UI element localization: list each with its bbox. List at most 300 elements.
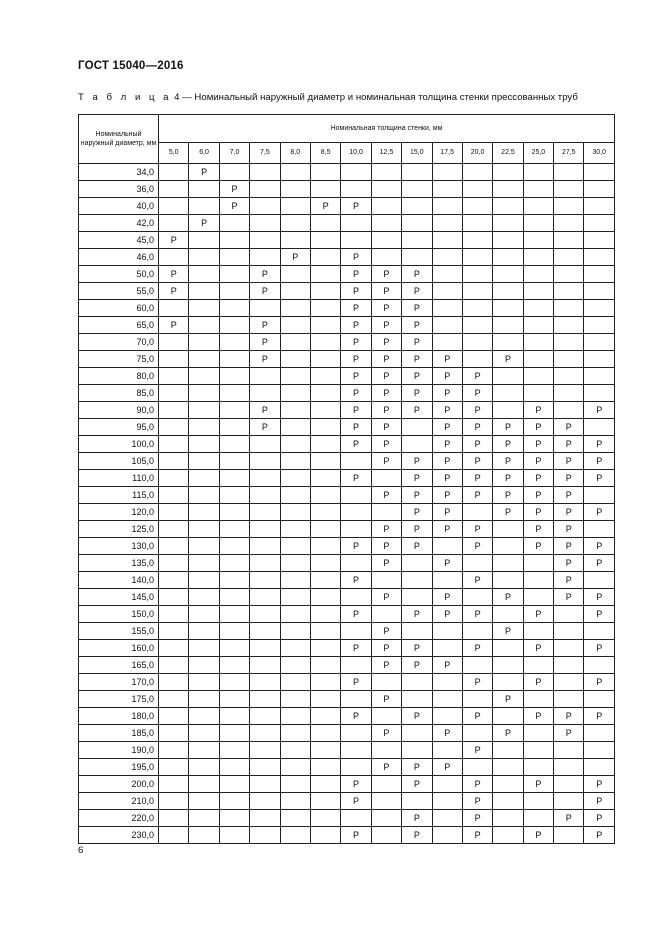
thickness-cell: [189, 402, 219, 419]
thickness-cell: [584, 368, 615, 385]
thickness-cell: [402, 572, 432, 589]
table-row: [79, 691, 615, 708]
thickness-cell: [554, 283, 584, 300]
thickness-cell: [371, 249, 401, 266]
thickness-cell: Р: [554, 504, 584, 521]
thickness-cell: Р: [523, 504, 553, 521]
thickness-cell: Р: [341, 266, 371, 283]
thickness-cell: [159, 419, 189, 436]
diameter-cell: 60,0: [79, 300, 159, 317]
thickness-cell: [341, 725, 371, 742]
thickness-cell: [432, 198, 462, 215]
thickness-cell: [250, 657, 280, 674]
thickness-cell: [189, 572, 219, 589]
thickness-cell: [493, 385, 523, 402]
thickness-cell: Р: [250, 402, 280, 419]
thickness-cell: [584, 657, 615, 674]
thickness-cell: Р: [523, 470, 553, 487]
thickness-cell: [310, 555, 340, 572]
thickness-cell: [219, 640, 249, 657]
thickness-cell: [432, 810, 462, 827]
thickness-cell: Р: [584, 810, 615, 827]
thickness-cell: [371, 181, 401, 198]
diameter-cell: 90,0: [79, 402, 159, 419]
thickness-cell: [432, 249, 462, 266]
thickness-cell: [584, 759, 615, 776]
table-row: [79, 555, 615, 572]
thickness-cell: Р: [159, 266, 189, 283]
table-row: [79, 572, 615, 589]
thickness-cell: [493, 232, 523, 249]
thickness-cell: [159, 181, 189, 198]
thickness-cell: [341, 810, 371, 827]
thickness-cell: [280, 453, 310, 470]
thickness-cell: [523, 691, 553, 708]
thickness-cell: [462, 232, 492, 249]
thickness-cell: Р: [341, 317, 371, 334]
thickness-cell: Р: [402, 538, 432, 555]
thickness-cell: Р: [523, 640, 553, 657]
thickness-cell: [493, 521, 523, 538]
thickness-column-header: 22,5: [493, 142, 523, 163]
thickness-cell: [219, 334, 249, 351]
diameter-cell: 65,0: [79, 317, 159, 334]
thickness-cell: Р: [341, 334, 371, 351]
thickness-cell: Р: [584, 453, 615, 470]
thickness-cell: [189, 589, 219, 606]
thickness-cell: [280, 164, 310, 181]
thickness-cell: [310, 606, 340, 623]
thickness-cell: [462, 181, 492, 198]
thickness-cell: Р: [523, 402, 553, 419]
thickness-cell: Р: [554, 725, 584, 742]
thickness-cell: [310, 317, 340, 334]
thickness-cell: Р: [402, 334, 432, 351]
thickness-cell: [554, 385, 584, 402]
table-row: [79, 623, 615, 640]
thickness-cell: [280, 759, 310, 776]
thickness-cell: [219, 742, 249, 759]
thickness-cell: [310, 589, 340, 606]
caption-text: — Номинальный наружный диаметр и номинальная толщина стенки прессованных труб: [179, 92, 578, 103]
thickness-cell: [371, 215, 401, 232]
thickness-cell: [584, 266, 615, 283]
thickness-cell: Р: [523, 827, 553, 844]
diameter-cell: 160,0: [79, 640, 159, 657]
thickness-cell: [402, 215, 432, 232]
thickness-cell: [310, 521, 340, 538]
thickness-cell: Р: [371, 453, 401, 470]
thickness-cell: Р: [554, 589, 584, 606]
thickness-cell: [280, 691, 310, 708]
thickness-cell: Р: [462, 640, 492, 657]
thickness-cell: [554, 606, 584, 623]
thickness-cell: [371, 470, 401, 487]
thickness-cell: [584, 164, 615, 181]
thickness-cell: Р: [584, 436, 615, 453]
table-row: [79, 674, 615, 691]
thickness-cell: [219, 215, 249, 232]
thickness-cell: [462, 317, 492, 334]
thickness-cell: [310, 776, 340, 793]
table-row: [79, 487, 615, 504]
thickness-cell: [493, 317, 523, 334]
thickness-cell: Р: [523, 453, 553, 470]
table-row: [79, 436, 615, 453]
thickness-cell: [310, 283, 340, 300]
thickness-cell: Р: [402, 283, 432, 300]
table-row: [79, 538, 615, 555]
thickness-cell: [280, 521, 310, 538]
diameter-cell: 155,0: [79, 623, 159, 640]
thickness-cell: [219, 249, 249, 266]
thickness-cell: [432, 317, 462, 334]
thickness-cell: [341, 657, 371, 674]
thickness-column-header: 17,5: [432, 142, 462, 163]
thickness-cell: [219, 725, 249, 742]
thickness-cell: [219, 810, 249, 827]
thickness-cell: Р: [432, 351, 462, 368]
thickness-cell: [310, 810, 340, 827]
thickness-cell: Р: [402, 504, 432, 521]
thickness-cell: [280, 436, 310, 453]
thickness-cell: [250, 385, 280, 402]
thickness-cell: [189, 317, 219, 334]
diameter-cell: 230,0: [79, 827, 159, 844]
thickness-cell: [159, 640, 189, 657]
thickness-cell: [493, 368, 523, 385]
thickness-cell: Р: [432, 453, 462, 470]
thickness-cell: Р: [432, 759, 462, 776]
thickness-cell: [341, 453, 371, 470]
thickness-cell: [554, 164, 584, 181]
thickness-cell: [250, 521, 280, 538]
thickness-cell: [402, 249, 432, 266]
table-row: [79, 317, 615, 334]
thickness-cell: [310, 657, 340, 674]
thickness-cell: Р: [250, 317, 280, 334]
thickness-cell: Р: [159, 283, 189, 300]
thickness-cell: [493, 266, 523, 283]
thickness-cell: [432, 623, 462, 640]
table-row: [79, 521, 615, 538]
thickness-cell: Р: [554, 521, 584, 538]
thickness-cell: [584, 623, 615, 640]
thickness-cell: Р: [341, 198, 371, 215]
thickness-cell: [280, 232, 310, 249]
thickness-cell: [280, 385, 310, 402]
thickness-cell: Р: [341, 827, 371, 844]
thickness-cell: Р: [341, 283, 371, 300]
thickness-cell: [219, 436, 249, 453]
thickness-cell: [523, 657, 553, 674]
thickness-cell: [189, 725, 219, 742]
thickness-cell: [159, 368, 189, 385]
thickness-cell: [402, 725, 432, 742]
thickness-cell: Р: [554, 436, 584, 453]
thickness-cell: [584, 232, 615, 249]
thickness-cell: [310, 640, 340, 657]
thickness-cell: [493, 249, 523, 266]
thickness-cell: [310, 385, 340, 402]
thickness-cell: [310, 793, 340, 810]
thickness-cell: [159, 827, 189, 844]
thickness-cell: Р: [341, 351, 371, 368]
thickness-column-header: 5,0: [159, 142, 189, 163]
thickness-cell: [554, 402, 584, 419]
thickness-cell: Р: [462, 793, 492, 810]
table-row: [79, 368, 615, 385]
table-row: [79, 640, 615, 657]
thickness-cell: [402, 164, 432, 181]
thickness-cell: Р: [341, 368, 371, 385]
thickness-cell: [310, 232, 340, 249]
thickness-cell: Р: [584, 470, 615, 487]
thickness-cell: [310, 453, 340, 470]
thickness-cell: Р: [462, 572, 492, 589]
thickness-cell: [493, 198, 523, 215]
thickness-cell: [402, 793, 432, 810]
thickness-cell: [493, 555, 523, 572]
thickness-cell: [189, 504, 219, 521]
thickness-cell: [371, 572, 401, 589]
table-row: [79, 402, 615, 419]
thickness-cell: [493, 300, 523, 317]
table-row: [79, 776, 615, 793]
thickness-cell: [371, 232, 401, 249]
thickness-cell: [523, 232, 553, 249]
diameter-column-header: Номинальный наружный диаметр, мм: [79, 115, 159, 164]
thickness-cell: Р: [341, 606, 371, 623]
thickness-cell: [493, 759, 523, 776]
thickness-cell: [402, 623, 432, 640]
thickness-cell: [219, 759, 249, 776]
thickness-cell: Р: [280, 249, 310, 266]
thickness-cell: Р: [250, 266, 280, 283]
thickness-cell: Р: [402, 385, 432, 402]
thickness-cell: [280, 674, 310, 691]
thickness-cell: [310, 691, 340, 708]
thickness-cell: [250, 708, 280, 725]
table-row: [79, 453, 615, 470]
thickness-cell: [371, 164, 401, 181]
thickness-cell: Р: [371, 555, 401, 572]
thickness-cell: Р: [402, 759, 432, 776]
thickness-cell: [523, 555, 553, 572]
diameter-cell: 50,0: [79, 266, 159, 283]
thickness-cell: [310, 351, 340, 368]
thickness-cell: [341, 589, 371, 606]
thickness-cell: [462, 283, 492, 300]
thickness-cell: [310, 487, 340, 504]
table-caption: [78, 92, 578, 103]
thickness-cell: [554, 674, 584, 691]
thickness-cell: [250, 300, 280, 317]
thickness-cell: Р: [462, 708, 492, 725]
table-row: [79, 793, 615, 810]
diameter-cell: 34,0: [79, 164, 159, 181]
thickness-cell: [310, 402, 340, 419]
thickness-cell: [584, 742, 615, 759]
table-row: [79, 708, 615, 725]
thickness-cell: Р: [402, 266, 432, 283]
thickness-cell: Р: [462, 742, 492, 759]
thickness-cell: Р: [493, 351, 523, 368]
thickness-cell: [250, 555, 280, 572]
thickness-cell: [219, 487, 249, 504]
thickness-cell: [371, 810, 401, 827]
thickness-cell: [159, 300, 189, 317]
thickness-cell: Р: [432, 385, 462, 402]
thickness-cell: [280, 657, 310, 674]
thickness-cell: [159, 759, 189, 776]
thickness-cell: [250, 725, 280, 742]
diameter-cell: 165,0: [79, 657, 159, 674]
diameter-cell: 180,0: [79, 708, 159, 725]
thickness-cell: [523, 181, 553, 198]
thickness-cell: [159, 249, 189, 266]
thickness-cell: [219, 419, 249, 436]
thickness-cell: [159, 521, 189, 538]
thickness-cell: [462, 504, 492, 521]
thickness-cell: Р: [493, 436, 523, 453]
diameter-cell: 85,0: [79, 385, 159, 402]
diameter-cell: 145,0: [79, 589, 159, 606]
thickness-column-header: 7,0: [219, 142, 249, 163]
thickness-cell: [554, 300, 584, 317]
thickness-cell: [554, 793, 584, 810]
thickness-cell: Р: [493, 487, 523, 504]
thickness-cell: [280, 266, 310, 283]
thickness-cell: Р: [493, 589, 523, 606]
thickness-cell: Р: [402, 487, 432, 504]
thickness-cell: [493, 674, 523, 691]
thickness-cell: [280, 708, 310, 725]
thickness-cell: Р: [584, 606, 615, 623]
thickness-cell: Р: [341, 640, 371, 657]
thickness-cell: [402, 232, 432, 249]
thickness-cell: [402, 419, 432, 436]
thickness-cell: Р: [462, 436, 492, 453]
thickness-cell: Р: [402, 606, 432, 623]
thickness-cell: [219, 351, 249, 368]
thickness-cell: [341, 555, 371, 572]
thickness-cell: Р: [432, 436, 462, 453]
thickness-cell: [159, 351, 189, 368]
thickness-cell: Р: [402, 776, 432, 793]
thickness-cell: Р: [432, 521, 462, 538]
thickness-cell: [250, 487, 280, 504]
thickness-cell: Р: [462, 606, 492, 623]
thickness-cell: [189, 759, 219, 776]
thickness-cell: [310, 674, 340, 691]
thickness-cell: Р: [341, 470, 371, 487]
thickness-cell: [219, 691, 249, 708]
thickness-cell: Р: [402, 453, 432, 470]
thickness-cell: [462, 249, 492, 266]
thickness-cell: [432, 300, 462, 317]
thickness-cell: Р: [554, 487, 584, 504]
thickness-cell: [280, 776, 310, 793]
thickness-column-header: 12,5: [371, 142, 401, 163]
thickness-column-header: 10,0: [341, 142, 371, 163]
thickness-cell: [280, 300, 310, 317]
thickness-cell: [280, 810, 310, 827]
thickness-cell: [523, 385, 553, 402]
thickness-cell: Р: [462, 521, 492, 538]
thickness-cell: [584, 283, 615, 300]
thickness-cell: [159, 436, 189, 453]
table-row: [79, 606, 615, 623]
thickness-cell: [554, 759, 584, 776]
thickness-cell: [341, 232, 371, 249]
thickness-cell: [554, 351, 584, 368]
diameter-cell: 120,0: [79, 504, 159, 521]
thickness-cell: [280, 181, 310, 198]
thickness-cell: [189, 232, 219, 249]
thickness-cell: [523, 215, 553, 232]
thickness-cell: [159, 742, 189, 759]
thickness-cell: [219, 606, 249, 623]
thickness-cell: Р: [371, 266, 401, 283]
thickness-cell: [159, 504, 189, 521]
thickness-cell: Р: [341, 419, 371, 436]
thickness-cell: Р: [371, 589, 401, 606]
thickness-cell: [554, 232, 584, 249]
diameter-cell: 75,0: [79, 351, 159, 368]
thickness-cell: [280, 317, 310, 334]
thickness-cell: [159, 164, 189, 181]
thickness-cell: [371, 606, 401, 623]
thickness-cell: [250, 232, 280, 249]
thickness-cell: [554, 691, 584, 708]
table-row: [79, 266, 615, 283]
thickness-cell: [189, 181, 219, 198]
thickness-cell: [554, 215, 584, 232]
thickness-cell: [523, 572, 553, 589]
thickness-cell: Р: [250, 334, 280, 351]
table-row: [79, 385, 615, 402]
thickness-cell: [189, 776, 219, 793]
thickness-cell: [189, 674, 219, 691]
thickness-cell: [523, 589, 553, 606]
thickness-cell: [432, 742, 462, 759]
thickness-cell: Р: [402, 368, 432, 385]
thickness-cell: Р: [341, 402, 371, 419]
table-head: [79, 115, 615, 164]
thickness-cell: [219, 300, 249, 317]
thickness-column-header: 8,0: [280, 142, 310, 163]
thickness-cell: [523, 198, 553, 215]
thickness-cell: [189, 691, 219, 708]
thickness-cell: [523, 334, 553, 351]
thickness-cell: Р: [523, 521, 553, 538]
thickness-cell: [493, 538, 523, 555]
table-row: [79, 181, 615, 198]
thickness-cell: Р: [462, 419, 492, 436]
thickness-cell: [159, 334, 189, 351]
diameter-cell: 55,0: [79, 283, 159, 300]
thickness-cell: [432, 776, 462, 793]
thickness-cell: [219, 368, 249, 385]
thickness-cell: Р: [371, 402, 401, 419]
thickness-cell: [493, 776, 523, 793]
thickness-cell: Р: [523, 538, 553, 555]
thickness-cell: [584, 215, 615, 232]
thickness-cell: [402, 555, 432, 572]
thickness-cell: [493, 708, 523, 725]
thickness-cell: [250, 470, 280, 487]
